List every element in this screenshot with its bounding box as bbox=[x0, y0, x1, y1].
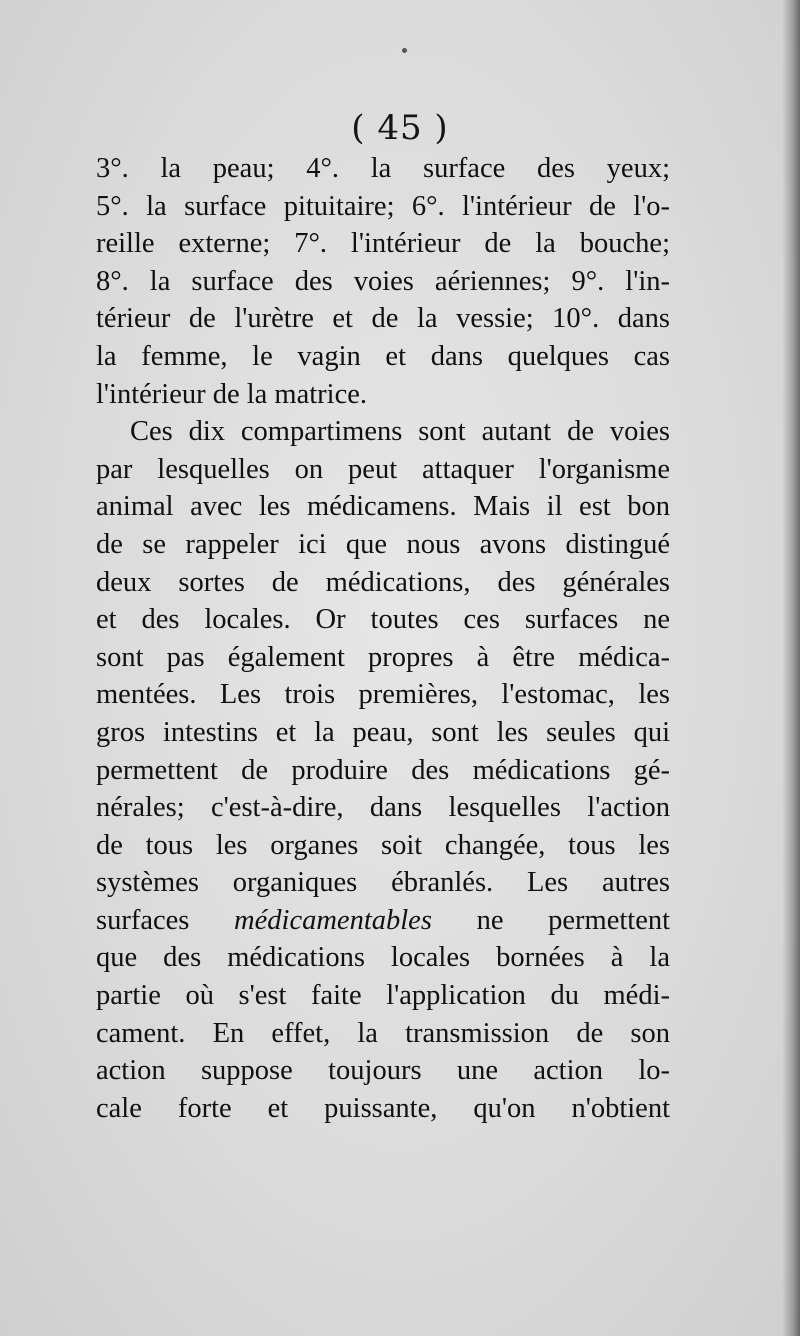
text-line-with-italic bbox=[96, 902, 670, 940]
text-line: systèmes organiques ébranlés. Les autres bbox=[96, 867, 670, 899]
text-line: la femme, le vagin et dans quelques cas bbox=[96, 340, 670, 372]
text-line: que des médications locales bornées à la bbox=[96, 942, 670, 974]
paper-speck bbox=[402, 48, 407, 53]
text-line: animal avec les médicamens. Mais il est bon bbox=[96, 491, 670, 523]
text-line: 8°. la surface des voies aériennes; 9°. l'in- bbox=[96, 265, 670, 297]
text-fragment: ne permettent bbox=[476, 904, 670, 936]
text-line: deux sortes de médications, des générales bbox=[96, 566, 670, 598]
text-line: de tous les organes soit changée, tous les bbox=[96, 829, 670, 861]
italic-term: médicamentables bbox=[234, 904, 432, 936]
text-line: gros intestins et la peau, sont les seules qui bbox=[96, 716, 670, 748]
text-line: nérales; c'est-à-dire, dans lesquelles l'action bbox=[96, 792, 670, 824]
text-line: l'intérieur de la matrice. bbox=[96, 378, 368, 410]
page-edge-shadow bbox=[782, 0, 800, 1336]
text-line: 3°. la peau; 4°. la surface des yeux; bbox=[96, 153, 670, 184]
text-line: et des locales. Or toutes ces surfaces ne bbox=[96, 604, 670, 636]
text-line: mentées. Les trois premières, l'estomac, les bbox=[96, 679, 670, 711]
body-text bbox=[96, 150, 670, 1127]
text-line: cale forte et puissante, qu'on n'obtient bbox=[96, 1092, 670, 1124]
paragraph-start-line: Ces dix compartimens sont autant de voies bbox=[130, 416, 670, 448]
page-number: ( 45 ) bbox=[351, 108, 449, 148]
text-line: de se rappeler ici que nous avons distingué bbox=[96, 528, 670, 560]
text-line: cament. En effet, la transmission de son bbox=[96, 1017, 670, 1049]
text-line: 5°. la surface pituitaire; 6°. l'intérieur de l'o- bbox=[96, 190, 670, 222]
text-line: sont pas également propres à être médica- bbox=[96, 641, 670, 673]
text-line: action suppose toujours une action lo- bbox=[96, 1055, 670, 1087]
text-line: térieur de l'urètre et de la vessie; 10°. dans bbox=[96, 303, 670, 335]
text-line: reille externe; 7°. l'intérieur de la bouche; bbox=[96, 228, 670, 260]
text-line: permettent de produire des médications gé- bbox=[96, 754, 670, 786]
text-fragment: surfaces bbox=[96, 904, 190, 936]
text-line: par lesquelles on peut attaquer l'organisme bbox=[96, 453, 670, 485]
text-line: partie où s'est faite l'application du médi- bbox=[96, 980, 670, 1012]
